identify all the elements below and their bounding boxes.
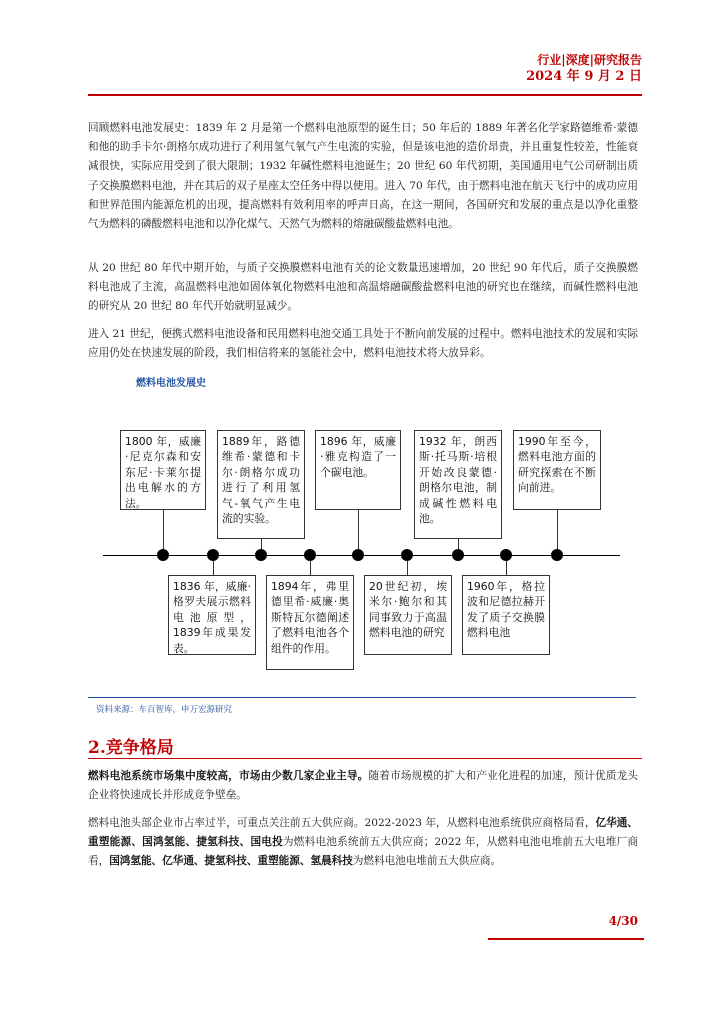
timeline-dot [500, 549, 512, 561]
timeline-box-1800: 1800 年，威廉·尼克尔森和安东尼·卡莱尔提出电解水的方法。 [120, 430, 206, 510]
figure-title: 燃料电池发展史 [136, 378, 206, 389]
timeline-dot [452, 549, 464, 561]
timeline-dot [157, 549, 169, 561]
competition-lead-rest: 随着市场规模的扩大和产业化进程的加速，预计优质龙头企业将快速成长并形成竞争壁垒。 [88, 770, 639, 802]
timeline-dot [304, 549, 316, 561]
timeline-box-1960: 1960年，格拉波和尼德拉赫开发了质子交换膜燃料电池 [462, 575, 550, 655]
paragraph-history-3: 进入 21 世纪，便携式燃料电池设备和民用燃料电池交通工具处于不断向前发展的过程中。燃料电池技术的发展和实际应用仍处在快速发展的阶段，我们相信将来的氢能社会中，燃料电池技术将大放异彩。 [88, 328, 638, 360]
timeline-box-1896: 1896 年，威廉·雅克构造了一个碳电池。 [315, 430, 401, 510]
figure-bottom-rule [88, 697, 636, 698]
stack-suppliers: 国鸿氢能、亿华通、捷氢科技、重塑能源、氢晨科技 [109, 855, 353, 868]
paragraph-competition-1 [88, 767, 638, 805]
footer-divider [488, 938, 644, 940]
timeline-dot [255, 549, 267, 561]
timeline-box-1900s: 20世纪初，埃米尔·鲍尔和其同事致力于高温燃料电池的研究 [364, 575, 452, 655]
paragraph-competition-2 [88, 814, 638, 872]
report-date: 2024 年 9 月 2 日 [526, 69, 642, 84]
competition-lead: 燃料电池系统市场集中度较高，市场由少数几家企业主导。 [88, 770, 369, 782]
timeline-dot [401, 549, 413, 561]
section-title: 2.竞争格局 [88, 738, 174, 758]
suppliers-text-2: 为燃料电池系统前五大供应商；2022 年，从燃料电池电堆前五大电堆厂商看， [88, 836, 638, 868]
timeline-box-1932: 1932 年，朗西斯·托马斯·培根开始改良蒙德·朗格尔电池，制成碱性燃料电池。 [414, 430, 502, 539]
timeline-dot [207, 549, 219, 561]
page-number: 4/30 [608, 914, 638, 928]
paragraph-history-2: 从 20 世纪 80 年代中期开始，与质子交换膜燃料电池有关的论文数量迅速增加，20 世纪 90 年代后，质子交换膜燃料电池成了主流，高温燃料电池如固体氧化物燃料电池和高温熔融碳酸盐燃料电池的研究也在继续，而碱性燃料电池的研究从 20 世纪 80 年代开始就明显减少。 [88, 262, 638, 313]
timeline-box-1990: 1990年至今，燃料电池方面的研究探索在不断向前进。 [513, 430, 601, 510]
report-category: 行业|深度|研究报告 [537, 53, 642, 67]
timeline-dot [352, 549, 364, 561]
paragraph-history-1: 回顾燃料电池发展史：1839 年 2 月是第一个燃料电池原型的诞生日；50 年后的 1889 年著名化学家路德维希·蒙德和他的助手卡尔·朗格尔成功进行了利用氢气氧气产生电流的实验，但是该电池的造价昂贵，并且重复性较差，性能衰减很快，实际应用受到了很大限制；1932 年碱性燃料电池诞生；20 世纪 60 年代初期，美国通用电气公司研制出质子交换膜燃料电池，并在其后的双子星座太空任务中得以使用。进入 70 年代，由于燃料电池在航天飞行中的成功应用和世界范围内能源危机的出现，提高燃料有效利用率的呼声日高，在这一期间，各国研究和发展的重点是以净化重整气为燃料的磷酸燃料电池和以净化煤气、天然气为燃料的熔融碳酸盐燃料电池。 [88, 122, 638, 231]
section-divider [88, 758, 642, 759]
report-header [526, 52, 642, 86]
figure-source: 资料来源：车百智库，申万宏源研究 [96, 705, 233, 715]
timeline-box-1894: 1894年，弗里德里希·威廉·奥斯特瓦尔德阐述了燃料电池各个组件的作用。 [266, 575, 354, 670]
header-divider [88, 94, 642, 96]
suppliers-text-1: 燃料电池头部企业市占率过半，可重点关注前五大供应商。2022-2023 年，从燃料电池系统供应商格局看， [88, 817, 596, 829]
timeline-box-1836: 1836 年，威廉·格罗夫展示燃料电池原型，1839年成果发表。 [168, 575, 256, 655]
system-suppliers: 亿华通、重塑能源、国鸿氢能、捷氢科技、国电投 [88, 817, 638, 849]
timeline-dot [551, 549, 563, 561]
suppliers-text-3: 为燃料电池电堆前五大供应商。 [352, 855, 502, 868]
timeline-box-1889: 1889年，路德维希·蒙德和卡尔·朗格尔成功进行了利用氢气-氧气产生电流的实验。 [217, 430, 305, 539]
